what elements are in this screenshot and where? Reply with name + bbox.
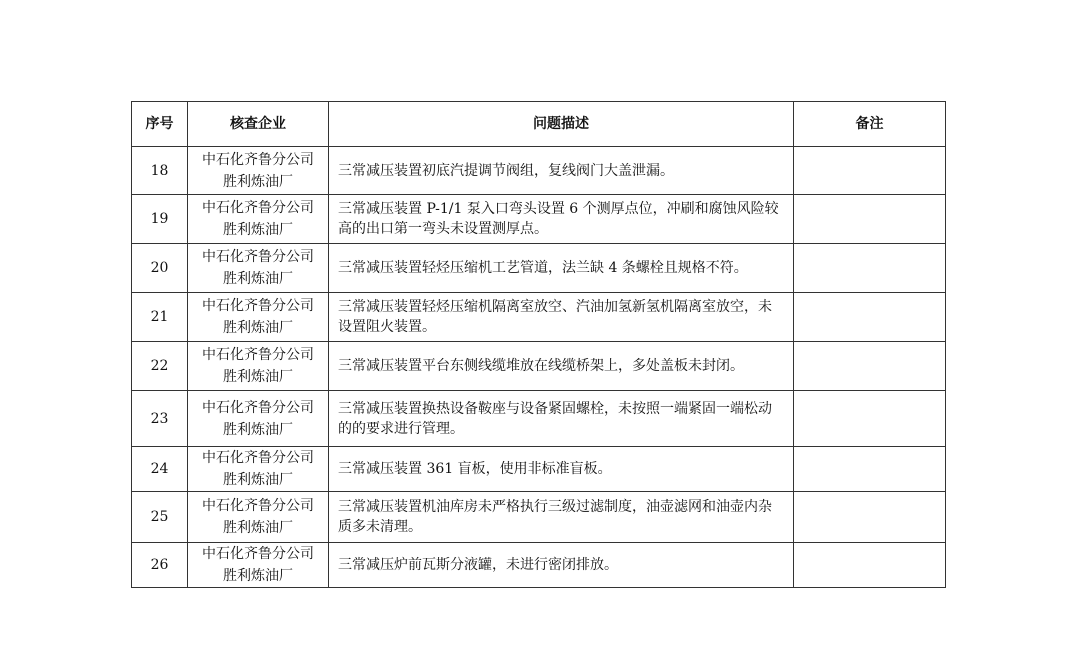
company-name: 中石化齐鲁分公司 (202, 347, 314, 363)
row-problem: 三常减压装置 361 盲板，使用非标准盲板。 (329, 447, 794, 492)
company-name: 中石化齐鲁分公司 (202, 498, 314, 514)
row-company (188, 293, 329, 342)
row-problem: 三常减压装置初底汽提调节阀组，复线阀门大盖泄漏。 (329, 147, 794, 195)
company-unit: 胜利炼油厂 (223, 271, 293, 287)
row-remark (794, 543, 946, 588)
company-unit: 胜利炼油厂 (223, 173, 293, 190)
row-problem: 三常减压装置平台东侧线缆堆放在线缆桥架上，多处盖板未封闭。 (329, 342, 794, 391)
header-index: 序号 (132, 102, 188, 147)
table-row (132, 342, 946, 391)
row-company (188, 391, 329, 447)
row-remark (794, 391, 946, 447)
header-company: 核查企业 (188, 102, 329, 147)
company-name: 中石化齐鲁分公司 (202, 151, 314, 168)
table-row (132, 147, 946, 195)
table-row (132, 195, 946, 244)
row-problem: 三常减压炉前瓦斯分液罐，未进行密闭排放。 (329, 543, 794, 588)
row-index: 24 (132, 447, 188, 492)
row-problem: 三常减压装置换热设备鞍座与设备紧固螺栓，未按照一端紧固一端松动的的要求进行管理。 (329, 391, 794, 447)
row-remark (794, 293, 946, 342)
company-unit: 胜利炼油厂 (223, 421, 293, 438)
table-row (132, 447, 946, 492)
row-company (188, 244, 329, 293)
table-row (132, 293, 946, 342)
row-problem: 三常减压装置轻烃压缩机工艺管道，法兰缺 4 条螺栓且规格不符。 (329, 244, 794, 293)
row-problem: 三常减压装置机油库房未严格执行三级过滤制度，油壶滤网和油壶内杂质多未清理。 (329, 492, 794, 543)
company-unit: 胜利炼油厂 (223, 369, 293, 385)
row-remark (794, 147, 946, 195)
company-name: 中石化齐鲁分公司 (202, 298, 314, 314)
table-row (132, 391, 946, 447)
row-index: 26 (132, 543, 188, 588)
inspection-table (131, 101, 946, 588)
row-index: 20 (132, 244, 188, 293)
table-row (132, 244, 946, 293)
inspection-table-container (131, 101, 945, 588)
row-index: 19 (132, 195, 188, 244)
header-remark: 备注 (794, 102, 946, 147)
row-remark (794, 492, 946, 543)
row-index: 21 (132, 293, 188, 342)
company-unit: 胜利炼油厂 (223, 320, 293, 336)
row-remark (794, 244, 946, 293)
table-row (132, 492, 946, 543)
row-company (188, 543, 329, 588)
company-unit: 胜利炼油厂 (223, 472, 293, 488)
row-problem: 三常减压装置轻烃压缩机隔离室放空、汽油加氢新氢机隔离室放空，未设置阻火装置。 (329, 293, 794, 342)
row-index: 23 (132, 391, 188, 447)
table-row (132, 543, 946, 588)
row-remark (794, 195, 946, 244)
row-company (188, 492, 329, 543)
row-index: 18 (132, 147, 188, 195)
row-company (188, 195, 329, 244)
row-remark (794, 447, 946, 492)
row-problem: 三常减压装置 P-1/1 泵入口弯头设置 6 个测厚点位，冲刷和腐蚀风险较高的出口第一弯头未设置测厚点。 (329, 195, 794, 244)
row-company (188, 342, 329, 391)
company-name: 中石化齐鲁分公司 (202, 546, 314, 562)
company-name: 中石化齐鲁分公司 (202, 399, 314, 416)
row-remark (794, 342, 946, 391)
company-name: 中石化齐鲁分公司 (202, 249, 314, 265)
company-unit: 胜利炼油厂 (223, 520, 293, 536)
table-header-row (132, 102, 946, 147)
row-company (188, 147, 329, 195)
company-unit: 胜利炼油厂 (223, 222, 293, 238)
row-company (188, 447, 329, 492)
row-index: 22 (132, 342, 188, 391)
header-problem: 问题描述 (329, 102, 794, 147)
company-name: 中石化齐鲁分公司 (202, 200, 314, 216)
company-unit: 胜利炼油厂 (223, 568, 293, 584)
row-index: 25 (132, 492, 188, 543)
company-name: 中石化齐鲁分公司 (202, 450, 314, 466)
